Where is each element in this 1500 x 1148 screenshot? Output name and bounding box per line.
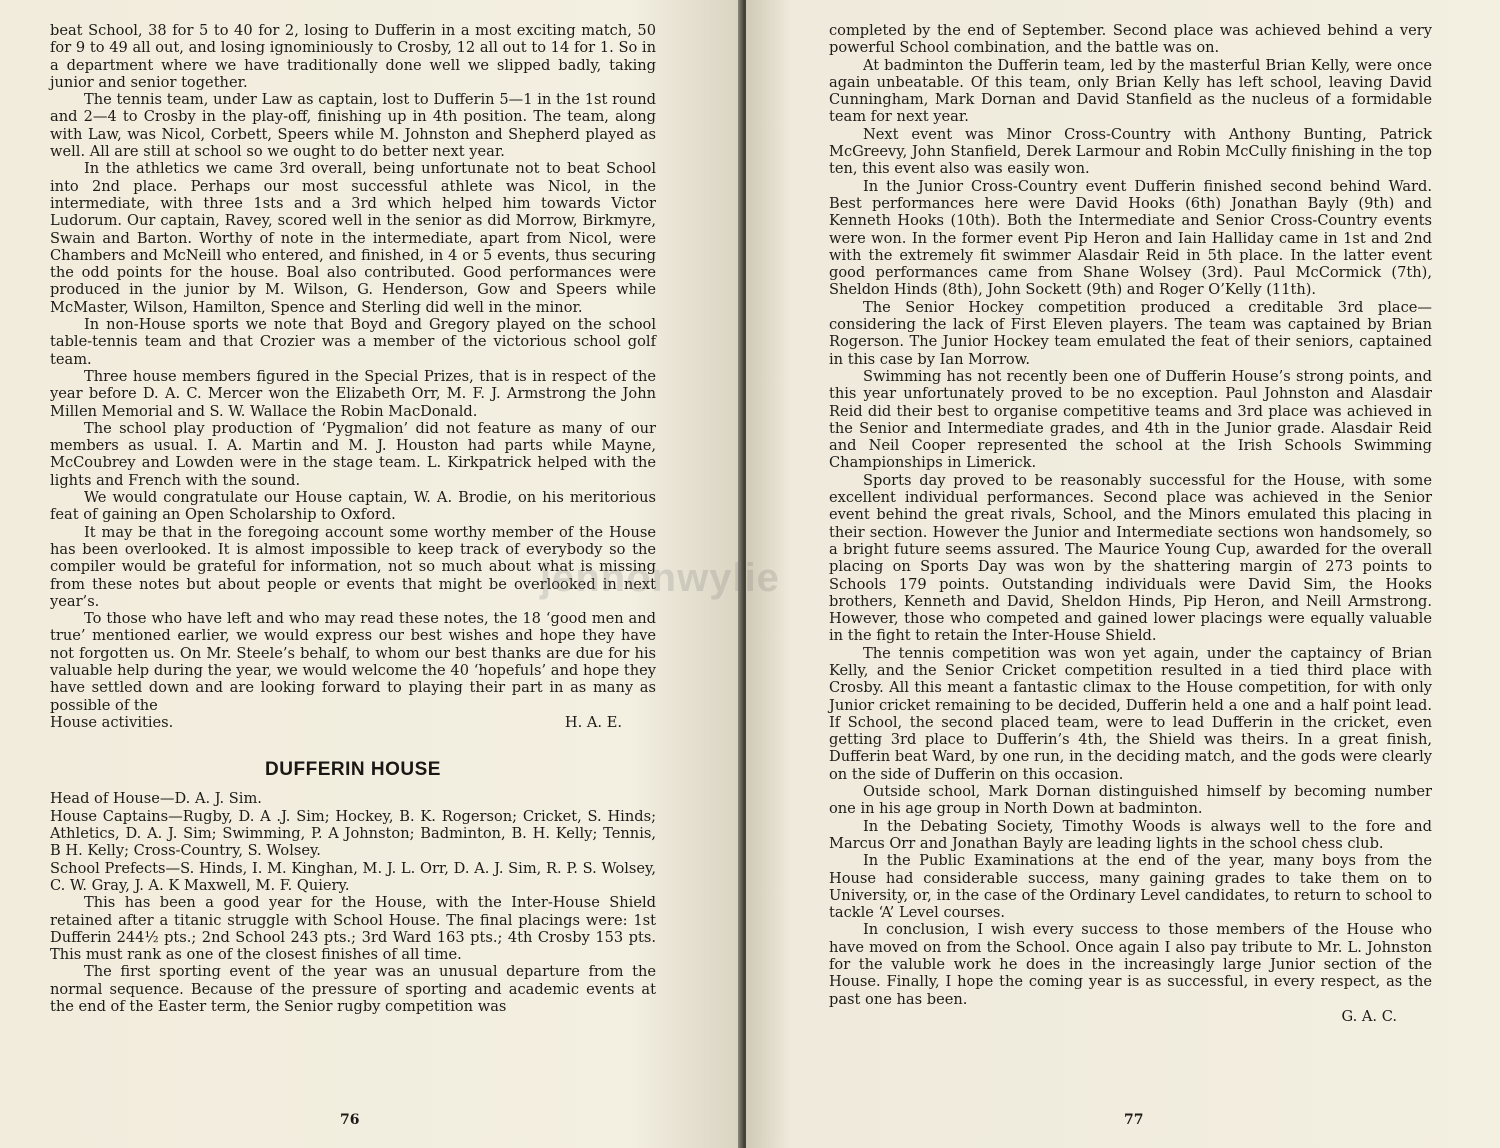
- paragraph: To those who have left and who may read these notes, the 18 ‘good men and true’ mentioned earlier, we would express our best wishes and hope they have not forgotten us. On Mr. Steele’s behalf, to whom our best thanks are due for his valuable help during the year, we would welcome the 40 ‘hopefuls’ and hope they have settled down and are looking forward to playing their part in as many as possible of the: [50, 610, 656, 714]
- watermark: jennonwylie: [540, 556, 780, 600]
- paragraph: Three house members figured in the Special Prizes, that is in respect of the year before D. A. C. Mercer won the Elizabeth Orr, M. F. J. Armstrong the John Millen Memorial and S. W. Wallace the Robin MacDonald.: [50, 367, 656, 420]
- paragraph: In conclusion, I wish every success to those members of the House who have moved on from the School. Once again I also pay tribute to Mr. L. Johnston for the valuble work he does in the increasingly large Junior section of the House. Finally, I hope the coming year is as successful, in every respect, as the past one has been.: [829, 921, 1432, 1008]
- paragraph: This has been a good year for the House, with the Inter-House Shield retained after a titanic struggle with School House. The final placings were: 1st Dufferin 244½ pts.; 2nd School 243 pts.; 3rd Ward 163 pts.; 4th Crosby 153 pts. This must rank as one of the closest finishes of all time.: [50, 894, 656, 964]
- section-heading: DUFFERIN HOUSE: [265, 759, 441, 781]
- paragraph: In the Public Examinations at the end of the year, many boys from the House had considerable success, many gaining grades to take them on to University, or, in the case of the Ordinary Level candidates, to return to school to tackle ‘A’ Level courses.: [829, 852, 1432, 922]
- paragraph: Next event was Minor Cross-Country with Anthony Bunting, Patrick McGreevy, John Stanfield, Derek Larmour and Robin McCully finishing in the top ten, this event also was easily won.: [829, 125, 1432, 178]
- paragraph: The school play production of ‘Pygmalion’ did not feature as many of our members as usual. I. A. Martin and M. J. Houston had parts while Mayne, McCoubrey and Lowden were in the stage team. L. Kirkpatrick helped with the lights and French with the sound.: [50, 419, 656, 489]
- paragraph: In non-House sports we note that Boyd and Gregory played on the school table-tennis team and that Crozier was a member of the victorious school golf team.: [50, 316, 656, 368]
- page-number: 76: [340, 1112, 360, 1128]
- paragraph: Sports day proved to be reasonably successful for the House, with some excellent individual performances. Second place was achieved in the Senior event behind the great rivals, School, and the Minors emulated this placing in their section. However the Junior and Intermediate sections won handsomely, so a bright future seems assured. The Maurice Young Cup, awarded for the overall placing on Sports Day was won by the shattering margin of 273 points to Schools 179 points. Outstanding individuals were David Sim, the Hooks brothers, Kenneth and David, Sheldon Hinds, Pip Heron, and Neill Armstrong. However, those who competed and gained lower placings were equally valuable in the fight to retain the Inter-House Shield.: [829, 471, 1432, 645]
- officer-line: House Captains—Rugby, D. A .J. Sim; Hockey, B. K. Rogerson; Cricket, S. Hinds; Athletics, D. A. J. Sim; Swimming, P. A Johnston; Badminton, B. H. Kelly; Tennis, B H. Kelly; Cross-Country, S. Wolsey.: [50, 807, 656, 860]
- signature: H. A. E.: [564, 713, 622, 731]
- paragraph: In the Debating Society, Timothy Woods is always well to the fore and Marcus Orr and Jonathan Bayly are leading lights in the school chess club.: [829, 817, 1432, 852]
- paragraph: The Senior Hockey competition produced a creditable 3rd place—considering the lack of First Eleven players. The team was captained by Brian Rogerson. The Junior Hockey team emulated the feat of their seniors, captained in this case by Ian Morrow.: [829, 298, 1432, 368]
- paragraph: It may be that in the foregoing account some worthy member of the House has been overlooked. It is almost impossible to keep track of everybody so the compiler would be grateful for information, not so much about what is missing from these notes but about people or events that might be overlooked in next year’s.: [50, 523, 656, 610]
- paragraph: completed by the end of September. Second place was achieved behind a very powerful School combination, and the battle was on.: [829, 22, 1432, 57]
- paragraph: In the Junior Cross-Country event Dufferin finished second behind Ward. Best performances here were David Hooks (6th) Jonathan Bayly (9th) and Kenneth Hooks (10th). Both the Intermediate and Senior Cross-Country events were won. In the former event Pip Heron and Iain Halliday came in 1st and 2nd with the extremely fit swimmer Alasdair Reid in 5th place. In the latter event good performances came from Shane Wolsey (3rd). Paul McCormick (7th), Sheldon Hinds (8th), John Sockett (9th) and Roger O’Kelly (11th).: [829, 177, 1432, 299]
- page-number: 77: [1124, 1112, 1144, 1128]
- paragraph: The tennis competition was won yet again, under the captaincy of Brian Kelly, and the Senior Cricket competition resulted in a tied third place with Crosby. All this meant a fantastic climax to the House competition, for with only Junior cricket remaining to be decided, Dufferin held a one and a half point lead. If School, the second placed team, were to lead Dufferin in the cricket, even getting 3rd place to Dufferin’s 4th, the Shield was theirs. In a great finish, Dufferin beat Ward, by one run, in the deciding match, and the gods were clearly on the side of Dufferin on this occasion.: [829, 644, 1432, 783]
- closing-line: [50, 714, 656, 731]
- paragraph: beat School, 38 for 5 to 40 for 2, losing to Dufferin in a most exciting match, 50 for 9 to 49 all out, and losing ignominiously to Crosby, 12 all out to 14 for 1. So in a department where we have traditionally done well we slipped badly, taking junior and senior together.: [50, 22, 656, 91]
- paragraph: In the athletics we came 3rd overall, being unfortunate not to beat School into 2nd place. Perhaps our most successful athlete was Nicol, in the intermediate, with three 1sts and a 3rd which helped him towards Victor Ludorum. Our captain, Ravey, scored well in the senior as did Morrow, Birkmyre, Swain and Barton. Worthy of note in the intermediate, apart from Nicol, were Chambers and McNeill who entered, and finished, in 4 or 5 events, thus securing the odd points for the house. Boal also contributed. Good performances were produced in the junior by M. Wilson, G. Henderson, Gow and Speers while McMaster, Wilson, Hamilton, Spence and Sterling did well in the minor.: [50, 160, 656, 316]
- officer-line: Head of House—D. A. J. Sim.: [50, 790, 262, 808]
- right-page-text-column: [829, 22, 1432, 1025]
- last-line: House activities.: [50, 713, 174, 731]
- signature: G. A. C.: [1341, 1007, 1397, 1025]
- officer-line: School Prefects—S. Hinds, I. M. Kinghan, M. J. L. Orr, D. A. J. Sim, R. P. S. Wolsey, C. W. Gray, J. A. K Maxwell, M. F. Quiery.: [50, 859, 656, 894]
- paragraph: Outside school, Mark Dornan distinguished himself by becoming number one in his age group in North Down at badminton.: [829, 783, 1432, 818]
- right-page: [746, 0, 1500, 1148]
- paragraph: The tennis team, under Law as captain, lost to Dufferin 5—1 in the 1st round and 2—4 to Crosby in the play-off, finishing up in 4th position. The team, along with Law, was Nicol, Corbett, Speers while M. Johnston and Shepherd played as well. All are still at school so we ought to do better next year.: [50, 91, 656, 161]
- paragraph: Swimming has not recently been one of Dufferin House’s strong points, and this year unfortunately proved to be no exception. Paul Johnston and Alasdair Reid did their best to organise competitive teams and 3rd place was achieved in the Senior and Intermediate grades, and 4th in the Junior grade. Alasdair Reid and Neil Cooper represented the school at the Irish Schools Swimming Championships in Limerick.: [829, 367, 1432, 472]
- paragraph: At badminton the Dufferin team, led by the masterful Brian Kelly, were once again unbeatable. Of this team, only Brian Kelly has left school, leaving David Cunningham, Mark Dornan and David Stanfield as the nucleus of a formidable team for next year.: [829, 56, 1432, 126]
- paragraph: We would congratulate our House captain, W. A. Brodie, on his meritorious feat of gaining an Open Scholarship to Oxford.: [50, 489, 656, 524]
- paragraph: The first sporting event of the year was an unusual departure from the normal sequence. Because of the pressure of sporting and academic events at the end of the Easter term, the Senior rugby competition was: [50, 963, 656, 1016]
- left-page-text-column: [50, 22, 656, 1015]
